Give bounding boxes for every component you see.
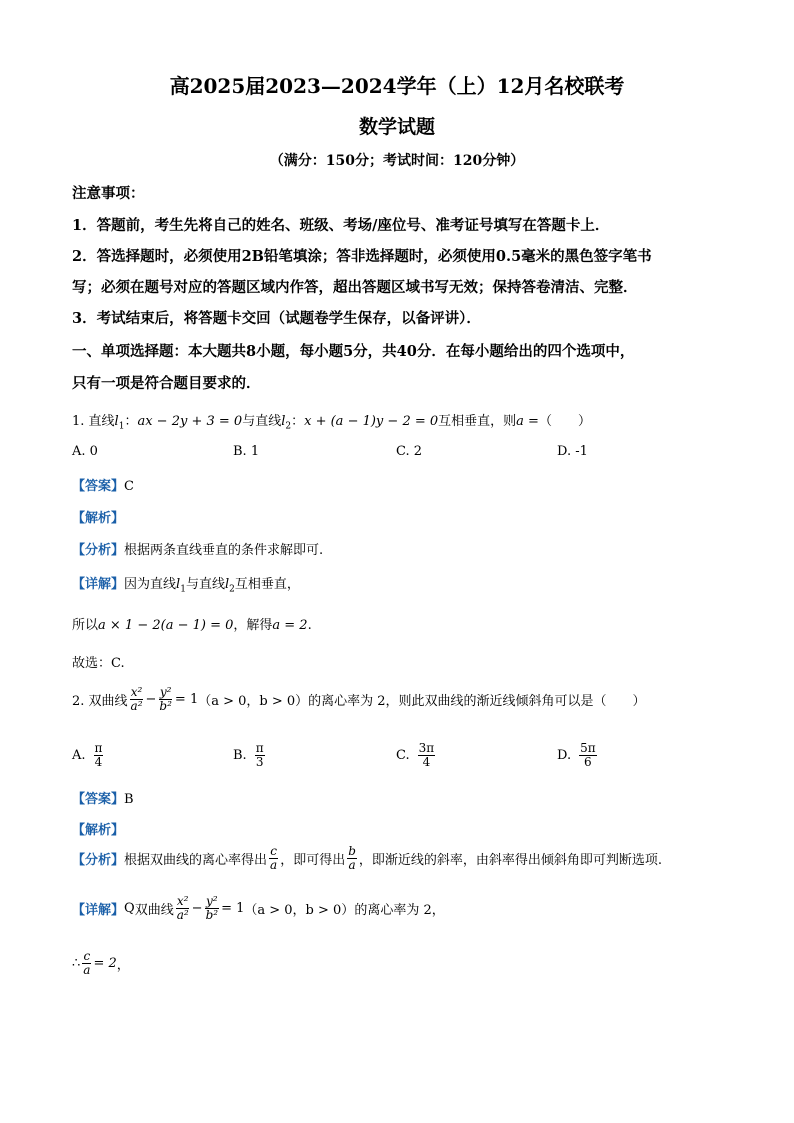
q2-tail: 的离心率为 2，则此双曲线的渐近线倾斜角可以是（ ）	[308, 694, 646, 709]
q1-xiangjie-b: 与直线	[185, 577, 225, 592]
q2-last-eq: = 2	[93, 956, 117, 971]
q1-eq2: x + (a − 1)y − 2 = 0	[304, 414, 439, 429]
q2-optC-frac	[418, 742, 436, 769]
q1-colon1: ：	[124, 414, 138, 429]
q1-step1-a: 所以	[72, 618, 99, 633]
q2-optC-den: 4	[422, 755, 431, 769]
q1-step1-res: a = 2	[272, 618, 308, 633]
q2-frac-y2-b2	[158, 686, 173, 713]
note-item-3: 3．考试结束后，将答题卡交回（试题卷学生保存，以备评讲）．	[72, 310, 481, 327]
q2-eq-one: = 1	[174, 692, 199, 707]
note-item-1: 1．答题前，考生先将自己的姓名、班级、考场/座位号、准考证号填写在答题卡上．	[72, 217, 610, 234]
q2-last-frac-c-a	[82, 950, 91, 977]
q1-step1-eq: a × 1 − 2(a − 1) = 0	[98, 618, 234, 633]
q2-last-num: c	[83, 949, 91, 963]
q2-option-c	[396, 742, 437, 769]
q1-ask: a =	[516, 414, 539, 429]
section-heading-line-2: 只有一项是符合题目要求的．	[72, 375, 261, 392]
q2-frac1-den: a²	[130, 699, 143, 713]
q2-optD-label: D.	[557, 748, 572, 763]
q1-step1-end: .	[307, 618, 312, 633]
q2-fenxi-tag: 【分析】	[72, 853, 125, 868]
q1-answer-row	[72, 475, 134, 494]
q1-l1-sub: 1	[118, 421, 125, 432]
q2-xj-eq-one: = 1	[221, 901, 245, 916]
q2-fenxi-f2-den: a	[348, 858, 356, 872]
note-item-2-line-1: 2．答选择题时，必须使用2B铅笔填涂；答非选择题时，必须使用0.5毫米的黑色签字笔书	[72, 248, 652, 265]
q2-xiangjie-frac-y2-b2	[205, 895, 220, 922]
q1-l2-sub: 2	[285, 421, 292, 432]
q2-optB-label: B.	[233, 748, 247, 763]
section-heading-line-1: 一、单项选择题：本大题共8小题，每小题5分，共40分．在每小题给出的四个选项中，	[72, 343, 635, 360]
q2-xj-frac1-num: x²	[176, 894, 189, 908]
q2-optA-frac	[94, 742, 104, 769]
q1-xiangjie-l1-sub: 1	[180, 584, 186, 595]
q1-xiangjie-row	[72, 573, 300, 595]
note-item-2-line-2: 写；必须在题号对应的答题区域内作答，超出答题区域书写无效；保持答卷清洁、完整．	[72, 279, 638, 296]
q1-l1: l	[114, 414, 119, 429]
q2-optD-den: 6	[584, 755, 592, 769]
q1-option-b: B. 1	[233, 444, 260, 459]
exam-meta: （满分：150分；考试时间：120分钟）	[269, 153, 525, 169]
q1-xiangjie-a: 因为直线	[124, 577, 177, 592]
q2-answer: B	[124, 792, 134, 807]
q2-optC-label: C.	[396, 748, 410, 763]
q2-xiangjie-q: Q	[124, 901, 135, 916]
q1-option-a: A. 0	[72, 444, 98, 459]
q1-conclusion: 故选：C.	[72, 656, 125, 671]
q1-mid: 与直线	[242, 414, 282, 429]
q1-fenxi-tag: 【分析】	[72, 543, 125, 558]
q1-l2: l	[281, 414, 286, 429]
q1-analysis-tag: 【解析】	[72, 511, 125, 526]
q2-frac-x2-a2	[130, 686, 144, 713]
q2-fenxi-f1-num: c	[270, 844, 277, 858]
q2-answer-tag: 【答案】	[72, 792, 125, 807]
q2-answer-row	[72, 788, 134, 807]
q2-optA-den: 4	[94, 755, 103, 769]
q2-fenxi-b: ，即可得出	[280, 853, 346, 868]
q2-fenxi-c: ，即渐近线的斜率，由斜率得出倾斜角即可判断选项.	[358, 853, 663, 868]
q2-optD-num: 5π	[580, 741, 596, 755]
q2-xj-minus: −	[191, 901, 203, 916]
q1-xiangjie-l2: l	[224, 577, 230, 592]
q1-xiangjie-tag: 【详解】	[72, 577, 125, 592]
q1-step1-b: ，解得	[233, 618, 273, 633]
q2-optB-den: 3	[255, 755, 264, 769]
q2-xiangjie-frac-x2-a2	[176, 895, 190, 922]
q2-xj-cond: （a > 0，b > 0）	[244, 903, 355, 918]
q2-frac2-den: b²	[159, 699, 172, 713]
q1-option-c: C. 2	[396, 444, 423, 459]
q2-xiangjie-a: 双曲线	[134, 903, 174, 918]
q2-analysis-tag: 【解析】	[72, 823, 125, 838]
question-2-stem	[72, 686, 646, 713]
q1-suffix: 互相垂直，则	[438, 414, 517, 429]
q1-fenxi: 根据两条直线垂直的条件求解即可.	[124, 543, 324, 558]
q2-prefix: 2. 双曲线	[72, 694, 128, 709]
q2-optA-num: π	[94, 741, 103, 755]
q2-xj-frac2-den: b²	[205, 908, 219, 922]
q2-xj-frac2-num: y²	[206, 894, 218, 908]
q2-fenxi-f1-den: a	[270, 858, 278, 872]
q2-optB-num: π	[255, 741, 264, 755]
q1-xiangjie-l1: l	[176, 577, 181, 592]
q2-fenxi-row	[72, 845, 662, 872]
q2-xj-frac1-den: a²	[176, 908, 189, 922]
q1-xiangjie-c: 互相垂直，	[234, 577, 300, 592]
q1-answer: C	[124, 479, 134, 494]
notes-heading: 注意事项：	[72, 185, 145, 202]
q1-xiangjie-l2-sub: 2	[229, 584, 235, 595]
q1-paren: （ ）	[538, 414, 591, 429]
q1-colon2: ：	[291, 414, 305, 429]
q1-analysis-row	[72, 507, 124, 526]
question-1-stem	[72, 410, 591, 432]
q2-last-end: ，	[116, 958, 130, 973]
q1-fenxi-row	[72, 539, 323, 558]
q2-xj-tail: 的离心率为 2，	[354, 903, 445, 918]
q2-analysis-row	[72, 819, 124, 838]
exam-title: 高2025届2023—2024学年（上）12月名校联考	[169, 74, 625, 98]
q1-eq1: ax − 2y + 3 = 0	[137, 414, 243, 429]
q2-last-den: a	[83, 963, 91, 977]
q2-minus: −	[145, 692, 157, 707]
q2-option-b	[233, 742, 267, 769]
q2-optC-num: 3π	[418, 741, 435, 755]
q2-frac2-num: y²	[159, 685, 172, 699]
q1-prefix: 1. 直线	[72, 414, 115, 429]
q2-cond: （a > 0，b > 0）	[198, 694, 309, 709]
q2-therefore: ∴	[72, 956, 81, 971]
q2-option-d	[557, 742, 599, 769]
q2-fenxi-frac-b-a	[347, 845, 357, 872]
q2-fenxi-f2-num: b	[348, 844, 356, 858]
q2-last-step	[72, 950, 130, 977]
q1-option-d: D. -1	[557, 444, 588, 459]
q1-answer-tag: 【答案】	[72, 479, 125, 494]
q2-optB-frac	[255, 742, 265, 769]
q2-optD-frac	[579, 742, 597, 769]
q1-step-1	[72, 614, 312, 633]
exam-subject: 数学试题	[358, 116, 435, 138]
q2-xiangjie-row	[72, 895, 445, 922]
q2-option-a	[72, 742, 105, 769]
q2-frac1-num: x²	[130, 685, 143, 699]
q2-fenxi-a: 根据双曲线的离心率得出	[124, 853, 268, 868]
q2-xiangjie-tag: 【详解】	[72, 903, 125, 918]
q2-fenxi-frac-c-a	[269, 845, 278, 872]
q2-optA-label: A.	[72, 748, 86, 763]
